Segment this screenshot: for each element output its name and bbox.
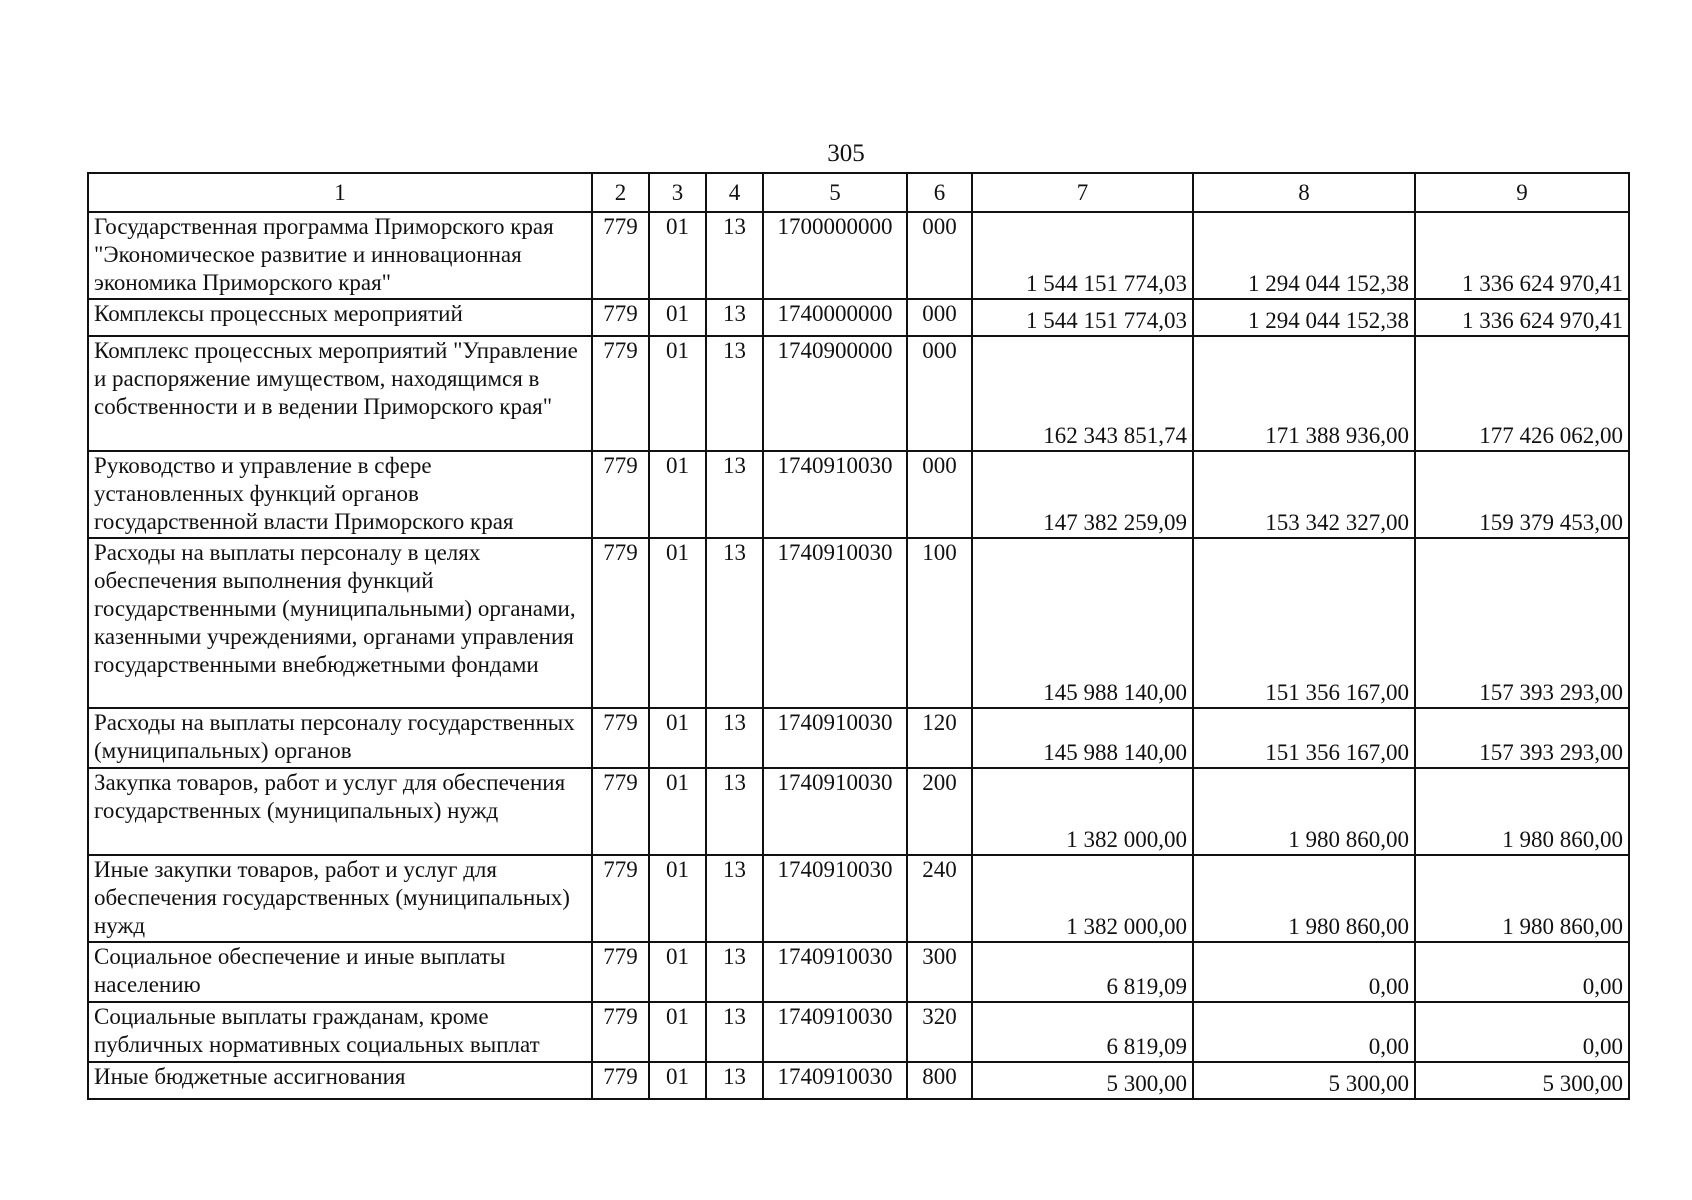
cell-col2: 779 bbox=[592, 1062, 649, 1099]
cell-col7: 6 819,09 bbox=[972, 942, 1193, 1002]
cell-col2: 779 bbox=[592, 299, 649, 336]
column-header: 7 bbox=[972, 173, 1193, 212]
page-number: 305 bbox=[827, 140, 865, 167]
cell-col7: 162 343 851,74 bbox=[972, 336, 1193, 451]
row-name: Комплексы процессных мероприятий bbox=[88, 299, 592, 336]
cell-col5: 1700000000 bbox=[763, 212, 907, 299]
cell-col3: 01 bbox=[649, 708, 706, 768]
cell-col8: 0,00 bbox=[1193, 1002, 1415, 1062]
cell-col4: 13 bbox=[706, 1062, 763, 1099]
table-row bbox=[88, 768, 1629, 855]
cell-col5: 1740900000 bbox=[763, 336, 907, 451]
cell-col6: 800 bbox=[907, 1062, 972, 1099]
cell-col3: 01 bbox=[649, 1062, 706, 1099]
table-row bbox=[88, 708, 1629, 768]
cell-col9: 1 980 860,00 bbox=[1415, 768, 1629, 855]
cell-col2: 779 bbox=[592, 538, 649, 708]
cell-col4: 13 bbox=[706, 768, 763, 855]
cell-col7: 6 819,09 bbox=[972, 1002, 1193, 1062]
cell-col7: 5 300,00 bbox=[972, 1062, 1193, 1099]
cell-col7: 145 988 140,00 bbox=[972, 538, 1193, 708]
row-name: Комплекс процессных мероприятий "Управление и распоряжение имуществом, находящимся в собственности и в ведении Приморского края" bbox=[88, 336, 592, 451]
cell-col8: 1 294 044 152,38 bbox=[1193, 299, 1415, 336]
cell-col7: 1 544 151 774,03 bbox=[972, 299, 1193, 336]
column-header: 9 bbox=[1415, 173, 1629, 212]
cell-col9: 0,00 bbox=[1415, 942, 1629, 1002]
cell-col9: 1 336 624 970,41 bbox=[1415, 299, 1629, 336]
cell-col5: 1740000000 bbox=[763, 299, 907, 336]
cell-col3: 01 bbox=[649, 942, 706, 1002]
cell-col3: 01 bbox=[649, 1002, 706, 1062]
cell-col3: 01 bbox=[649, 768, 706, 855]
cell-col5: 1740910030 bbox=[763, 708, 907, 768]
header-row bbox=[88, 173, 1629, 212]
cell-col2: 779 bbox=[592, 855, 649, 942]
cell-col6: 000 bbox=[907, 451, 972, 538]
cell-col3: 01 bbox=[649, 538, 706, 708]
cell-col8: 1 980 860,00 bbox=[1193, 855, 1415, 942]
cell-col7: 145 988 140,00 bbox=[972, 708, 1193, 768]
table-row bbox=[88, 1002, 1629, 1062]
cell-col4: 13 bbox=[706, 451, 763, 538]
cell-col2: 779 bbox=[592, 768, 649, 855]
cell-col8: 1 980 860,00 bbox=[1193, 768, 1415, 855]
cell-col7: 1 544 151 774,03 bbox=[972, 212, 1193, 299]
cell-col2: 779 bbox=[592, 942, 649, 1002]
column-header: 8 bbox=[1193, 173, 1415, 212]
cell-col6: 000 bbox=[907, 299, 972, 336]
cell-col3: 01 bbox=[649, 212, 706, 299]
table-row bbox=[88, 855, 1629, 942]
cell-col7: 147 382 259,09 bbox=[972, 451, 1193, 538]
cell-col4: 13 bbox=[706, 855, 763, 942]
cell-col9: 1 336 624 970,41 bbox=[1415, 212, 1629, 299]
cell-col6: 120 bbox=[907, 708, 972, 768]
cell-col6: 320 bbox=[907, 1002, 972, 1062]
cell-col5: 1740910030 bbox=[763, 538, 907, 708]
row-name: Государственная программа Приморского края "Экономическое развитие и инновационная экономика Приморского края" bbox=[88, 212, 592, 299]
row-name: Иные бюджетные ассигнования bbox=[88, 1062, 592, 1099]
table-row bbox=[88, 942, 1629, 1002]
cell-col9: 1 980 860,00 bbox=[1415, 855, 1629, 942]
cell-col8: 0,00 bbox=[1193, 942, 1415, 1002]
cell-col8: 171 388 936,00 bbox=[1193, 336, 1415, 451]
cell-col4: 13 bbox=[706, 336, 763, 451]
row-name: Социальные выплаты гражданам, кроме публичных нормативных социальных выплат bbox=[88, 1002, 592, 1062]
table-row bbox=[88, 299, 1629, 336]
cell-col4: 13 bbox=[706, 708, 763, 768]
row-name: Закупка товаров, работ и услуг для обеспечения государственных (муниципальных) нужд bbox=[88, 768, 592, 855]
cell-col8: 151 356 167,00 bbox=[1193, 538, 1415, 708]
cell-col7: 1 382 000,00 bbox=[972, 855, 1193, 942]
table-row bbox=[88, 538, 1629, 708]
cell-col2: 779 bbox=[592, 212, 649, 299]
cell-col5: 1740910030 bbox=[763, 942, 907, 1002]
cell-col4: 13 bbox=[706, 212, 763, 299]
cell-col3: 01 bbox=[649, 451, 706, 538]
cell-col8: 1 294 044 152,38 bbox=[1193, 212, 1415, 299]
cell-col5: 1740910030 bbox=[763, 1062, 907, 1099]
column-header: 6 bbox=[907, 173, 972, 212]
budget-table bbox=[87, 172, 1630, 1100]
cell-col9: 0,00 bbox=[1415, 1002, 1629, 1062]
cell-col5: 1740910030 bbox=[763, 1002, 907, 1062]
row-name: Расходы на выплаты персоналу в целях обеспечения выполнения функций государственными (муниципальными) органами, казенными учреждениями, органами управления государственными внебюджетными фондами bbox=[88, 538, 592, 708]
column-header: 3 bbox=[649, 173, 706, 212]
cell-col2: 779 bbox=[592, 336, 649, 451]
table-row bbox=[88, 1062, 1629, 1099]
cell-col9: 177 426 062,00 bbox=[1415, 336, 1629, 451]
column-header: 5 bbox=[763, 173, 907, 212]
cell-col9: 159 379 453,00 bbox=[1415, 451, 1629, 538]
cell-col6: 100 bbox=[907, 538, 972, 708]
column-header: 4 bbox=[706, 173, 763, 212]
cell-col4: 13 bbox=[706, 942, 763, 1002]
row-name: Иные закупки товаров, работ и услуг для обеспечения государственных (муниципальных) нужд bbox=[88, 855, 592, 942]
cell-col6: 000 bbox=[907, 336, 972, 451]
table-row bbox=[88, 451, 1629, 538]
column-header: 1 bbox=[88, 173, 592, 212]
cell-col2: 779 bbox=[592, 451, 649, 538]
cell-col9: 157 393 293,00 bbox=[1415, 708, 1629, 768]
cell-col8: 153 342 327,00 bbox=[1193, 451, 1415, 538]
row-name: Расходы на выплаты персоналу государственных (муниципальных) органов bbox=[88, 708, 592, 768]
cell-col6: 200 bbox=[907, 768, 972, 855]
cell-col8: 151 356 167,00 bbox=[1193, 708, 1415, 768]
cell-col7: 1 382 000,00 bbox=[972, 768, 1193, 855]
cell-col3: 01 bbox=[649, 855, 706, 942]
cell-col6: 240 bbox=[907, 855, 972, 942]
cell-col4: 13 bbox=[706, 299, 763, 336]
row-name: Социальное обеспечение и иные выплаты населению bbox=[88, 942, 592, 1002]
cell-col8: 5 300,00 bbox=[1193, 1062, 1415, 1099]
column-header: 2 bbox=[592, 173, 649, 212]
cell-col5: 1740910030 bbox=[763, 451, 907, 538]
cell-col4: 13 bbox=[706, 538, 763, 708]
cell-col2: 779 bbox=[592, 1002, 649, 1062]
cell-col6: 000 bbox=[907, 212, 972, 299]
cell-col6: 300 bbox=[907, 942, 972, 1002]
cell-col9: 5 300,00 bbox=[1415, 1062, 1629, 1099]
cell-col3: 01 bbox=[649, 336, 706, 451]
row-name: Руководство и управление в сфере установленных функций органов государственной власти Приморского края bbox=[88, 451, 592, 538]
cell-col9: 157 393 293,00 bbox=[1415, 538, 1629, 708]
cell-col3: 01 bbox=[649, 299, 706, 336]
cell-col4: 13 bbox=[706, 1002, 763, 1062]
cell-col5: 1740910030 bbox=[763, 855, 907, 942]
cell-col2: 779 bbox=[592, 708, 649, 768]
cell-col5: 1740910030 bbox=[763, 768, 907, 855]
table-row bbox=[88, 212, 1629, 299]
table-row bbox=[88, 336, 1629, 451]
